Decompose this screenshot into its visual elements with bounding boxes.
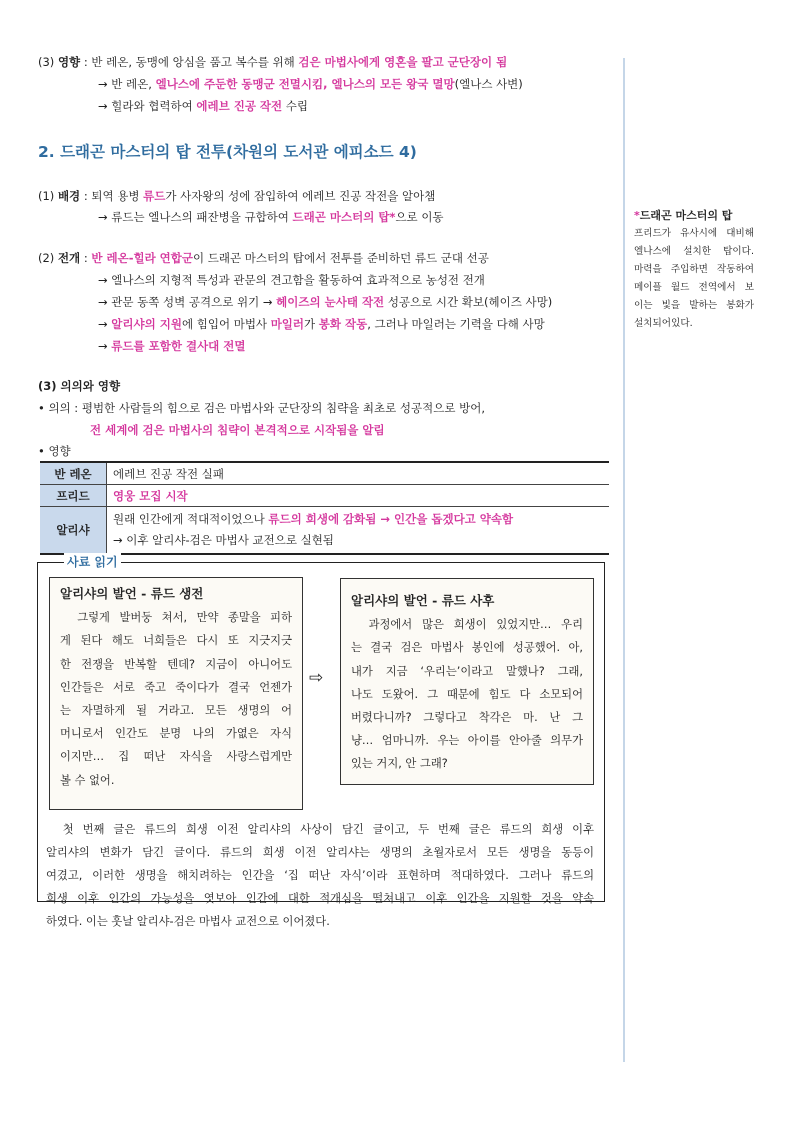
background-line-1: [38, 188, 435, 204]
highlighted-text: 류드의 희생에 감화됨 → 인간을 돕겠다고 약속함: [268, 512, 514, 526]
text-line: 볼 수 없어.: [60, 773, 115, 787]
margin-divider: [623, 58, 625, 1062]
side-note: [634, 207, 754, 333]
row-header: 반 레온: [40, 462, 107, 485]
item-title: 전개: [57, 251, 81, 265]
text-segment: →: [98, 339, 112, 353]
text-segment: 수립: [282, 99, 309, 113]
table-row: [40, 462, 609, 485]
quote-text: [351, 613, 583, 775]
quote-title: 알리샤의 발언 - 류드 사후: [351, 593, 495, 608]
development-line-5: [98, 338, 246, 354]
separator: :: [80, 55, 92, 69]
influence-line-1: [38, 54, 507, 70]
text-line: 이는 빛을 발하는 봉화가: [634, 300, 754, 311]
item-number: (3): [38, 55, 58, 69]
row-header: 프리드: [40, 485, 107, 507]
meaning-line-1: [38, 400, 485, 416]
background-line-2: [98, 209, 444, 225]
item-number: (2): [38, 251, 58, 265]
table-row: [40, 507, 609, 555]
highlighted-text: 엘나스에 주둔한 동맹군 전멸시킴, 엘나스의 모든 왕국 멸망: [155, 77, 455, 91]
side-note-title: *드래곤 마스터의 탑: [634, 209, 733, 222]
text-segment: , 그러나 마일러는 기력을 다해 사망: [367, 317, 545, 331]
text-line: 는 결국 검은 마법사 봉인에 성공했어. 아,: [351, 641, 583, 655]
highlighted-text: 마일러: [270, 317, 305, 331]
text-segment: 성공으로 시간 확보(헤이즈 사망): [384, 295, 553, 309]
text-line: 이지만… 집 떠난 자식을 사랑스럽게만: [60, 750, 292, 764]
text-segment: 가 사자왕의 성에 잠입하여 에레브 진공 작전을 알아챔: [165, 189, 436, 203]
development-line-2: [98, 272, 485, 288]
quote-box-after: [340, 578, 594, 785]
influence-table: [40, 461, 609, 555]
text-segment: → 반 레온,: [98, 77, 156, 91]
source-commentary: [46, 818, 594, 933]
influence-label: • 영향: [38, 444, 71, 458]
text-segment: 가: [304, 317, 319, 331]
text-segment: → 힐라와 협력하여: [98, 99, 197, 113]
line-text: [91, 189, 435, 203]
highlighted-text: 봉화 작동: [318, 317, 368, 331]
item-title: 배경: [57, 189, 81, 203]
text-line: 하였다. 이는 훗날 알리샤-검은 마법사 교전으로 이어졌다.: [46, 915, 330, 928]
row-cell: [107, 485, 610, 507]
table-row: [40, 485, 609, 507]
text-segment: 원래 인간에게 적대적이었으나: [113, 512, 269, 526]
text-segment: →: [98, 317, 112, 331]
row-header: 알리샤: [40, 507, 107, 555]
separator: :: [80, 189, 92, 203]
text-line: 있는 거지, 안 그래?: [351, 757, 448, 771]
development-line-1: [38, 250, 489, 266]
text-line: 버렸다니까? 그렇다고 착각은 마. 난 그: [351, 711, 583, 725]
source-reading-label: 사료 읽기: [64, 553, 121, 570]
highlighted-text: 알리샤의 지원: [111, 317, 182, 331]
text-line: 알리샤의 변화가 담긴 글이다. 류드의 희생 이전 알리샤는 생명의 초월자로서 모든 생명을 동등이: [46, 846, 594, 859]
cell-line: [113, 509, 603, 530]
side-note-title-text: 드래곤 마스터의 탑: [639, 209, 733, 222]
text-segment: 에레브 진공 작전 실패: [113, 466, 224, 481]
highlighted-text: 류드: [143, 189, 166, 203]
item-number: (1): [38, 189, 58, 203]
row-cell: [107, 462, 610, 485]
text-line: 내가 지금 ‘우리는’이라고 말했나? 그래,: [351, 664, 583, 678]
text-line: 한 전쟁을 반복할 텐데? 지금이 아니어도: [60, 657, 292, 671]
text-segment: → 관문 동쪽 성벽 공격으로 위기 →: [98, 295, 277, 309]
highlighted-text: 드래곤 마스터의 탑*: [292, 210, 396, 224]
text-segment: → 이후 알리샤-검은 마법사 교전으로 실현됨: [113, 533, 334, 547]
quote-box-before: [49, 577, 303, 810]
text-line: 게 된다 해도 너희들은 다시 또 지긋지긋: [60, 634, 292, 648]
meaning-line-2: [90, 422, 385, 438]
line-text: [82, 401, 485, 415]
highlighted-text: 에레브 진공 작전: [196, 99, 283, 113]
development-line-3: [98, 294, 552, 310]
text-line: 여겼고, 이러한 생명을 해치려하는 인간을 ‘집 떠난 자식’이라 표현하며 적대하였다. 그러나 류드의: [46, 869, 594, 882]
highlighted-text: 반 레온-힐라 연합군: [91, 251, 194, 265]
highlighted-text: 검은 마법사에게 영혼을 팔고 군단장이 됨: [298, 55, 508, 69]
text-segment: 에 힘입어 마법사: [181, 317, 271, 331]
highlighted-text: 영웅 모집 시작: [113, 488, 188, 503]
text-segment: → 류드는 엘나스의 패잔병을 규합하여: [98, 210, 293, 224]
side-note-text: [634, 225, 754, 333]
line-text: [91, 55, 507, 69]
text-segment: 평범한 사람들의 힘으로 검은 마법사와 군단장의 침략을 최초로 성공적으로 방어,: [81, 401, 485, 415]
text-line: 나도 도왔어. 그 때문에 힘도 다 소모되어: [351, 687, 583, 701]
text-segment: 으로 이동: [395, 210, 444, 224]
text-segment: 반 레온, 동맹에 앙심을 품고 복수를 위해: [91, 55, 299, 69]
subsection-title: (3) 의의와 영향: [38, 379, 121, 393]
highlighted-text: 류드를 포함한 결사대 전멸: [111, 339, 246, 353]
text-line: 냥… 엄마니까. 우는 아이를 안아줄 의무가: [351, 734, 583, 748]
row-cell: [107, 507, 610, 555]
influence-line-2: [98, 76, 523, 92]
text-line: 엘나스에 설치한 탑이다.: [634, 246, 754, 257]
quote-title: 알리샤의 발언 - 류드 생전: [60, 586, 204, 601]
text-line: 희생 이후 인간의 가능성을 엿보아 인간에 대한 적개심을 떨쳐내고 이후 인간을 지원할 것을 약속: [46, 892, 594, 905]
section-heading: 2. 드래곤 마스터의 탑 전투(차원의 도서관 에피소드 4): [38, 143, 417, 161]
cell-line: [113, 530, 603, 551]
line-text: [91, 251, 489, 265]
arrow-right-icon: ⇨: [309, 668, 324, 688]
meaning-label: • 의의 :: [38, 401, 82, 415]
text-segment: (엘나스 사변): [454, 77, 523, 91]
text-line: 프리드가 유사시에 대비해: [634, 228, 754, 239]
item-title: 영향: [57, 55, 81, 69]
text-line: 메이플 월드 전역에서 보: [634, 282, 754, 293]
development-line-4: [98, 316, 545, 332]
text-segment: → 엘나스의 지형적 특성과 관문의 견고함을 활동하여 효과적으로 농성전 전개: [98, 273, 485, 287]
influence-line-3: [98, 98, 308, 114]
text-line: 는 자멸하게 될 거라고. 모든 생명의 어: [60, 704, 292, 718]
highlighted-text: 전 세계에 검은 마법사의 침략이 본격적으로 시작됨을 알림: [90, 423, 385, 437]
text-line: 설치되어있다.: [634, 318, 693, 329]
quote-text: [60, 606, 292, 792]
separator: :: [80, 251, 92, 265]
text-segment: 이 드래곤 마스터의 탑에서 전투를 준비하던 류드 군대 선공: [193, 251, 489, 265]
text-line: 과정에서 많은 희생이 있었지만… 우리: [351, 618, 583, 632]
text-line: 마력을 주입하면 작동하여: [634, 264, 754, 275]
text-line: 그렇게 발버둥 쳐서, 만약 종말을 피하: [60, 611, 292, 625]
text-line: 첫 번째 글은 류드의 희생 이전 알리샤의 사상이 담긴 글이고, 두 번째 글은 류드의 희생 이후: [46, 823, 594, 836]
highlighted-text: 헤이즈의 눈사태 작전: [276, 295, 385, 309]
text-line: 인간들은 서로 죽고 죽이다가 결국 언젠가: [60, 680, 292, 694]
text-segment: 퇴역 용병: [91, 189, 144, 203]
text-line: 머니로서 인간도 분명 나의 가엾은 자식: [60, 727, 292, 741]
